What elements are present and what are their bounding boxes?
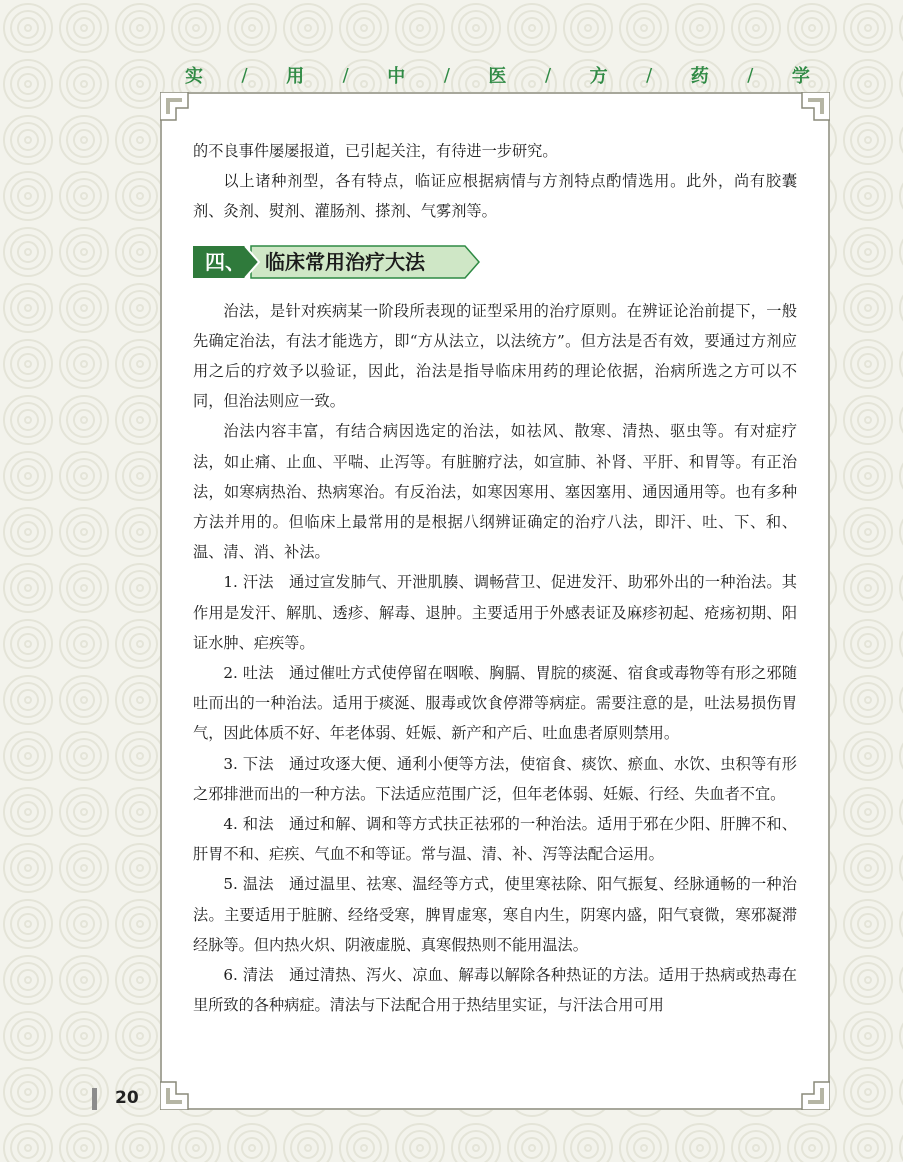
section-heading [193,242,797,290]
header-char: 医 [488,66,507,87]
paragraph: 治法内容丰富，有结合病因选定的治法，如祛风、散寒、清热、驱虫等。有对症疗法，如止痛、止血、平喘、止泻等。有脏腑疗法，如宣肺、补肾、平肝、和胃等。有正治法，如寒病热治、热病寒治。有反治法，如寒因寒用、塞因塞用、通因通用等。也有多种方法并用的。但临床上最常用的是根据八纲辨证确定的治疗八法，即汗、吐、下、和、温、清、消、补法。 [193,422,797,562]
paragraph-method-harmonizing: 4. 和法 通过和解、调和等方式扶正祛邪的一种治法。适用于邪在少阳、肝脾不和、肝胃不和、疟疾、气血不和等证。常与温、清、补、泻等法配合运用。 [193,815,797,864]
header-separator: / [241,64,248,86]
body-text [193,136,797,1020]
paragraph: 以上诸种剂型，各有特点，临证应根据病情与方剂特点酌情选用。此外，尚有胶囊剂、灸剂、熨剂、灌肠剂、搽剂、气雾剂等。 [193,172,797,221]
header-char: 中 [387,66,406,87]
paragraph-method-sweating: 1. 汗法 通过宣发肺气、开泄肌腠、调畅营卫、促进发汗、助邪外出的一种治法。其作用是发汗、解肌、透疹、解毒、退肿。主要适用于外感表证及麻疹初起、疮疡初期、阳证水肿、疟疾等。 [193,573,797,652]
header-separator: / [747,64,754,86]
header-char: 实 [185,66,203,87]
paragraph-method-warming: 5. 温法 通过温里、祛寒、温经等方式，使里寒祛除、阳气振复、经脉通畅的一种治法。主要适用于脏腑、经络受寒，脾胃虚寒，寒自内生，阴寒内盛，阳气衰微，寒邪凝滞经脉等。但内热火炽、阴液虚脱、真寒假热则不能用温法。 [193,875,797,954]
header-separator: / [443,64,450,86]
section-number: 四、 [205,249,245,274]
header-separator: / [646,64,653,86]
header-char: 药 [690,66,709,87]
header-char: 学 [791,66,810,87]
paragraph-method-clearing: 6. 清法 通过清热、泻火、凉血、解毒以解除各种热证的方法。适用于热病或热毒在里所致的各种病症。清法与下法配合用于热结里实证，与汗法合用可用 [193,966,797,1015]
page-number-bar [92,1088,97,1110]
paragraph: 的不良事件屡屡报道，已引起关注，有待进一步研究。 [193,142,558,160]
header-char: 用 [286,66,305,87]
running-header [185,58,810,92]
page-number: 20 [115,1088,139,1108]
header-separator: / [544,64,552,86]
header-char: 方 [589,66,608,87]
paragraph-method-purging: 3. 下法 通过攻逐大便、通利小便等方法，使宿食、痰饮、瘀血、水饮、虫积等有形之邪排泄而出的一种方法。下法适应范围广泛，但年老体弱、妊娠、行经、失血者不宜。 [193,754,797,803]
paragraph: 治法，是针对疾病某一阶段所表现的证型采用的治疗原则。在辨证论治前提下，一般先确定治法，有法才能选方，即“方从法立，以法统方”。但方法是否有效，要通过方剂应用之后的疗效予以验证，因此，治法是指导临床用药的理论依据，治病所选之方可以不同，但治法则应一致。 [193,301,797,411]
header-separator: / [342,64,349,86]
paragraph-method-vomiting: 2. 吐法 通过催吐方式使停留在咽喉、胸膈、胃脘的痰涎、宿食或毒物等有形之邪随吐而出的一种治法。适用于痰涎、服毒或饮食停滞等病症。需要注意的是，吐法易损伤胃气，因此体质不好、年老体弱、妊娠、新产和产后、吐血患者原则禁用。 [193,664,797,743]
section-title: 临床常用治疗大法 [265,249,425,274]
